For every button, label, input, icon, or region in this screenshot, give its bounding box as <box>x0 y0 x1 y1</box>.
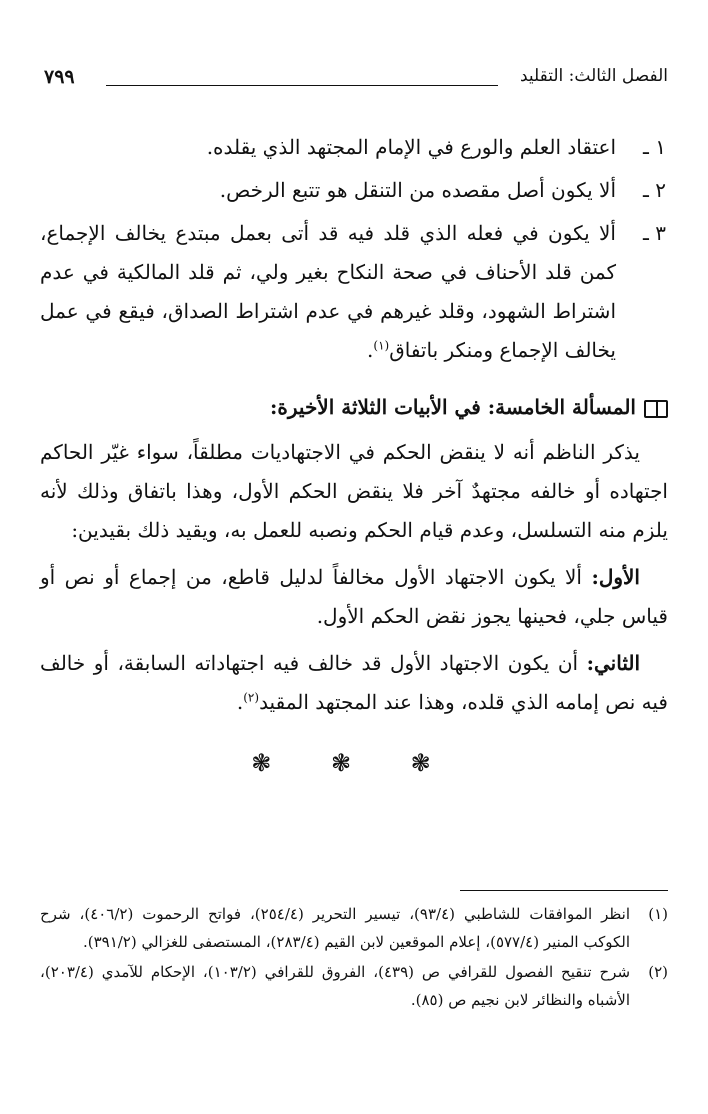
running-head <box>44 66 668 96</box>
condition-marker: ١ ـ <box>643 135 666 159</box>
condition-marker: ٣ ـ <box>643 221 666 245</box>
condition-item <box>40 128 668 167</box>
book-icon <box>644 400 668 418</box>
second-text: أن يكون الاجتهاد الأول قد خالف فيه اجتهاداته السابقة، أو خالف فيه نص إمامه الذي قلده، وهذا عند المجتهد المقيد <box>40 651 668 714</box>
intro-paragraph: يذكر الناظم أنه لا ينقض الحكم في الاجتهاديات مطلقاً، سواء غيّر الحاكم اجتهاده أو خالفه مجتهدٌ آخر فلا ينقض الحكم الأول، وهذا باتفاق وذلك لأنه يلزم منه التسلسل، وعدم قيام الحكم ونصبه للعمل به، ويقيد ذلك بقيدين: <box>40 440 668 542</box>
footnotes <box>40 900 668 1016</box>
page-number: ٧٩٩ <box>44 66 75 88</box>
section-heading-text: المسألة الخامسة: في الأبيات الثلاثة الأخيرة: <box>270 395 636 419</box>
footnote-rule <box>460 890 668 891</box>
condition-text: اعتقاد العلم والورع في الإمام المجتهد الذي يقلده. <box>206 135 616 159</box>
second-label: الثاني: <box>586 651 641 675</box>
first-text: ألا يكون الاجتهاد الأول مخالفاً لدليل قاطع، من إجماع أو نص أو قياس جلي، فحينها يجوز نقض الحكم الأول. <box>40 565 668 628</box>
condition-marker: ٢ ـ <box>643 178 666 202</box>
footnote-ref: (٢) <box>243 690 260 705</box>
condition-item <box>40 171 668 210</box>
main-text <box>40 128 668 783</box>
footnote <box>40 900 668 956</box>
footnote-number: (١) <box>648 905 668 923</box>
footnote-text: انظر الموافقات للشاطبي (٩٣/٤)، تيسير التحرير (٢٥٤/٤)، فواتح الرحموت (٤٠٦/٢)، شرح الكوكب المنير (٥٧٧/٤)، إعلام الموقعين لابن القيم (٢٨٣/٤)، المستصفى للغزالي (٣٩١/٢). <box>40 905 631 951</box>
section-ornament: ❃ ❃ ❃ <box>251 749 457 777</box>
condition-text: ألا يكون أصل مقصده من التنقل هو تتبع الرخص. <box>219 178 616 202</box>
header-rule <box>106 85 498 86</box>
footnote <box>40 958 668 1014</box>
chapter-title: الفصل الثالث: التقليد <box>519 66 668 86</box>
footnote-number: (٢) <box>648 963 668 981</box>
condition-text: ألا يكون في فعله الذي قلد فيه قد أتى بعمل مبتدع يخالف الإجماع، كمن قلد الأحناف في صحة النكاح بغير ولي، ثم قلد المالكية في عدم اشتراط الشهود، وقلد غيرهم في عدم اشتراط الصداق، فيقع في عمل يخالف الإجماع ومنكر باتفاق <box>40 221 616 362</box>
footnote-text: شرح تنقيح الفصول للقرافي ص (٤٣٩)، الفروق للقرافي (١٠٣/٢)، الإحكام للآمدي (٢٠٣/٤)، الأشباه والنظائر لابن نجيم ص (٨٥). <box>40 963 631 1009</box>
first-condition-paragraph <box>40 558 668 636</box>
condition-item: ٣ ـ ألا يكون في فعله الذي قلد فيه قد أتى بعمل مبتدع يخالف الإجماع، كمن قلد الأحناف في صحة النكاح بغير ولي، ثم قلد المالكية في عدم اشتراط الشهود، وقلد غيرهم في عدم اشتراط الصداق، فيقع في عمل يخالف الإجماع ومنكر باتفاق$^{(١)}$. <box>40 214 668 370</box>
first-label: الأول: <box>591 565 640 589</box>
footnote-ref: (١) <box>373 338 390 353</box>
section-heading <box>40 388 668 427</box>
second-condition-paragraph: الثاني: أن يكون الاجتهاد الأول قد خالف فيه اجتهاداته السابقة، أو خالف فيه نص إمامه الذي قلده، وهذا عند المجتهد المقيد$^{(٢)}$. <box>40 651 668 714</box>
